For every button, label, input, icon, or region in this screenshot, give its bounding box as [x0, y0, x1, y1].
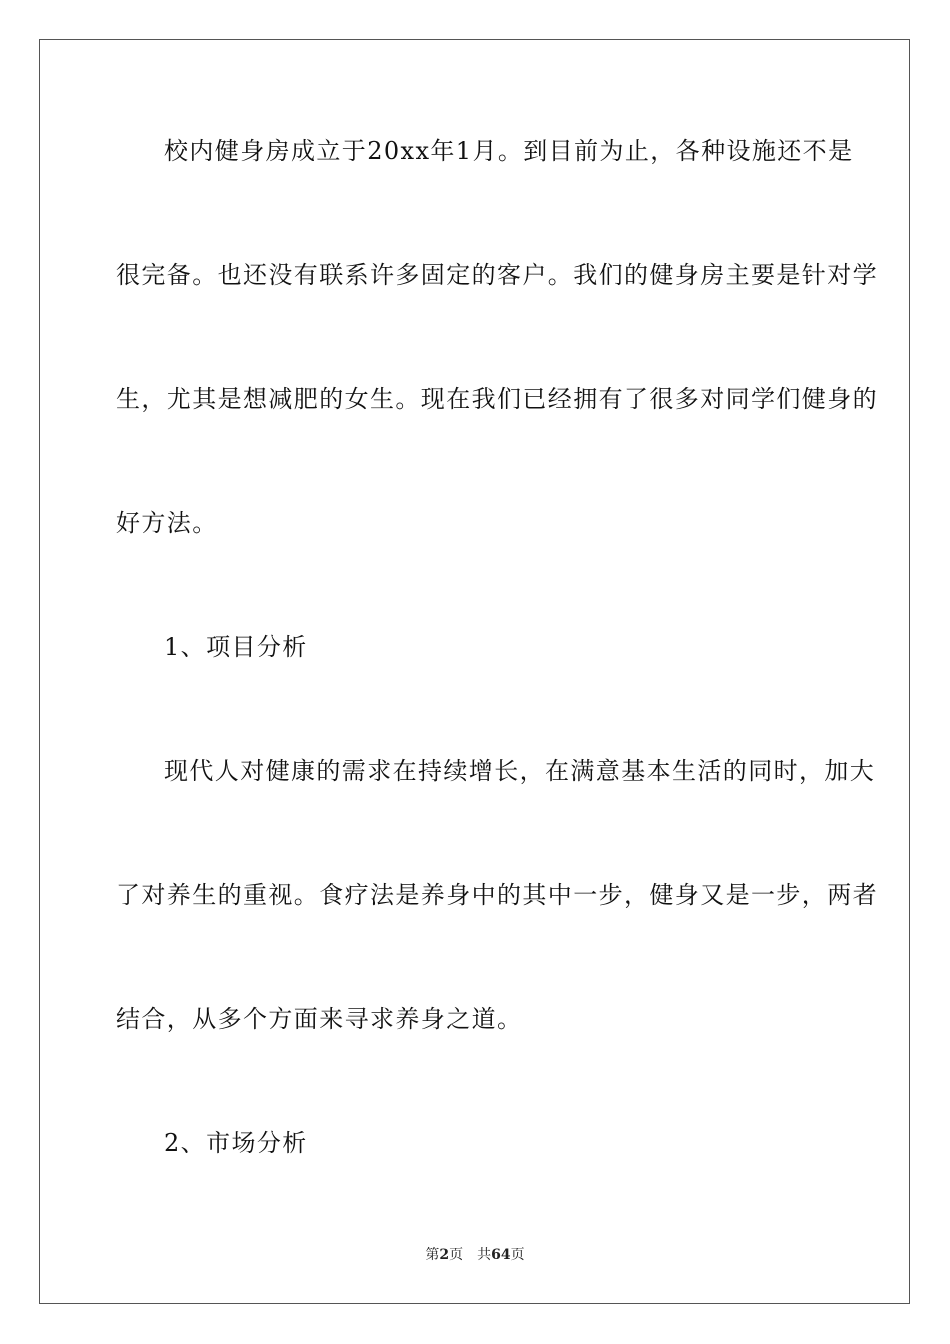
paragraph-1-line-2: 很完备。也还没有联系许多固定的客户。我们的健身房主要是针对学	[116, 261, 878, 289]
section-heading-2: 2、市场分析	[164, 1129, 308, 1157]
page-border	[39, 39, 910, 1304]
footer-total-number: 64	[491, 1247, 511, 1263]
section-heading-1: 1、项目分析	[164, 633, 308, 661]
footer-total-suffix: 页	[510, 1247, 525, 1263]
paragraph-2-line-3: 结合，从多个方面来寻求养身之道。	[116, 1005, 523, 1033]
footer-page-prefix: 第	[425, 1247, 440, 1263]
paragraph-1-line-4: 好方法。	[116, 509, 218, 537]
footer-page-suffix: 页	[449, 1247, 464, 1263]
footer-total-prefix: 共	[477, 1247, 492, 1263]
paragraph-1-line-3: 生，尤其是想减肥的女生。现在我们已经拥有了很多对同学们健身的	[116, 385, 878, 413]
paragraph-1-line-1: 校内健身房成立于20xx年1月。到目前为止，各种设施还不是	[164, 137, 854, 165]
page-footer	[0, 1246, 950, 1264]
paragraph-2-line-2: 了对养生的重视。食疗法是养身中的其中一步，健身又是一步，两者	[116, 881, 878, 909]
footer-page-number: 2	[439, 1247, 450, 1263]
paragraph-2-line-1: 现代人对健康的需求在持续增长，在满意基本生活的同时，加大	[164, 757, 876, 785]
